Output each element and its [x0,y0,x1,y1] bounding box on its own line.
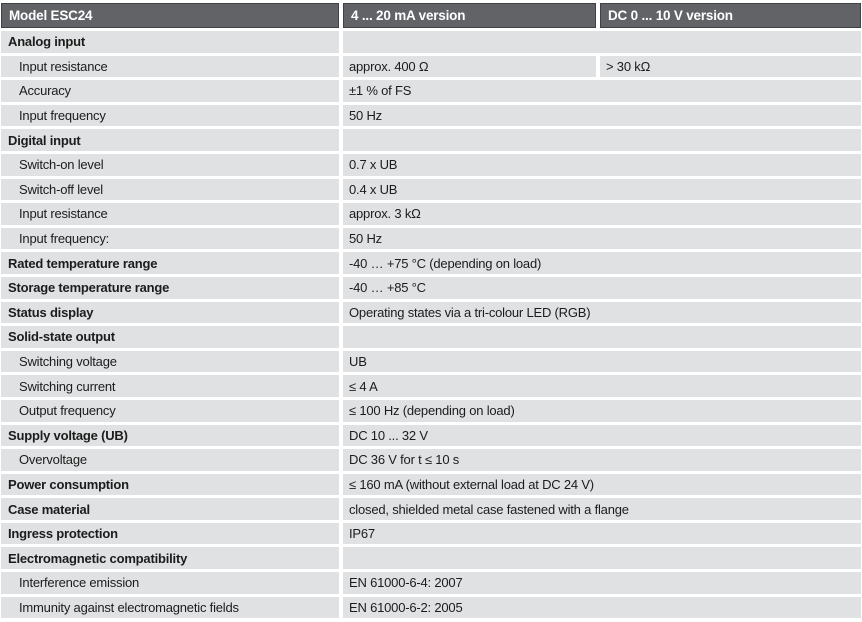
spec-row [1,400,861,422]
row-value: DC 10 ... 32 V [343,425,861,447]
section-row [1,129,861,151]
row-value: closed, shielded metal case fastened with a flange [343,498,861,520]
header-model: Model ESC24 [1,3,339,28]
spec-row [1,375,861,397]
spec-row [1,449,861,471]
row-label: Ingress protection [1,523,339,545]
row-value: 50 Hz [343,228,861,250]
row-value: EN 61000-6-2: 2005 [343,597,861,619]
row-value-secondary: > 30 kΩ [600,56,861,78]
row-value: IP67 [343,523,861,545]
spec-row [1,80,861,102]
row-value [343,547,861,569]
section-label: Solid-state output [1,326,339,348]
row-label: Status display [1,302,339,324]
row-label: Accuracy [1,80,339,102]
row-label: Switch-off level [1,179,339,201]
row-value: 0.4 x UB [343,179,861,201]
row-label: Input frequency: [1,228,339,250]
row-value: DC 36 V for t ≤ 10 s [343,449,861,471]
row-label: Supply voltage (UB) [1,425,339,447]
spec-row [1,474,861,496]
row-value: 50 Hz [343,105,861,127]
row-label: Input frequency [1,105,339,127]
spec-row [1,523,861,545]
spec-row [1,302,861,324]
row-label: Storage temperature range [1,277,339,299]
row-value: ≤ 100 Hz (depending on load) [343,400,861,422]
section-label: Analog input [1,31,339,53]
row-label: Case material [1,498,339,520]
spec-row [1,351,861,373]
spec-row [1,56,861,78]
spec-row [1,597,861,619]
row-value: 0.7 x UB [343,154,861,176]
spec-row [1,425,861,447]
row-label: Switch-on level [1,154,339,176]
row-value [343,31,861,53]
spec-row [1,572,861,594]
row-value: ≤ 4 A [343,375,861,397]
section-row [1,31,861,53]
header-voltage-version: DC 0 ... 10 V version [600,3,861,28]
row-label: Power consumption [1,474,339,496]
spec-table-header [1,3,861,28]
row-label: Interference emission [1,572,339,594]
row-label: Input resistance [1,56,339,78]
row-value: EN 61000-6-4: 2007 [343,572,861,594]
row-label: Rated temperature range [1,252,339,274]
section-label: Electromagnetic compatibility [1,547,339,569]
row-value: approx. 400 Ω [343,56,596,78]
spec-row [1,154,861,176]
row-value: Operating states via a tri-colour LED (RGB) [343,302,861,324]
row-label: Overvoltage [1,449,339,471]
spec-table-body [1,31,861,618]
spec-row [1,203,861,225]
section-row [1,547,861,569]
row-value: ≤ 160 mA (without external load at DC 24 V) [343,474,861,496]
header-row [1,3,861,28]
row-value: -40 … +75 °C (depending on load) [343,252,861,274]
header-current-version: 4 ... 20 mA version [343,3,596,28]
row-label: Immunity against electromagnetic fields [1,597,339,619]
section-row [1,326,861,348]
row-value [343,326,861,348]
spec-row [1,277,861,299]
spec-row [1,105,861,127]
row-value: UB [343,351,861,373]
row-label: Output frequency [1,400,339,422]
spec-row [1,498,861,520]
spec-row [1,228,861,250]
row-label: Switching voltage [1,351,339,373]
row-value: approx. 3 kΩ [343,203,861,225]
section-label: Digital input [1,129,339,151]
row-label: Input resistance [1,203,339,225]
row-value [343,129,861,151]
spec-row [1,252,861,274]
row-value: ±1 % of FS [343,80,861,102]
spec-row [1,179,861,201]
row-label: Switching current [1,375,339,397]
row-value: -40 … +85 °C [343,277,861,299]
